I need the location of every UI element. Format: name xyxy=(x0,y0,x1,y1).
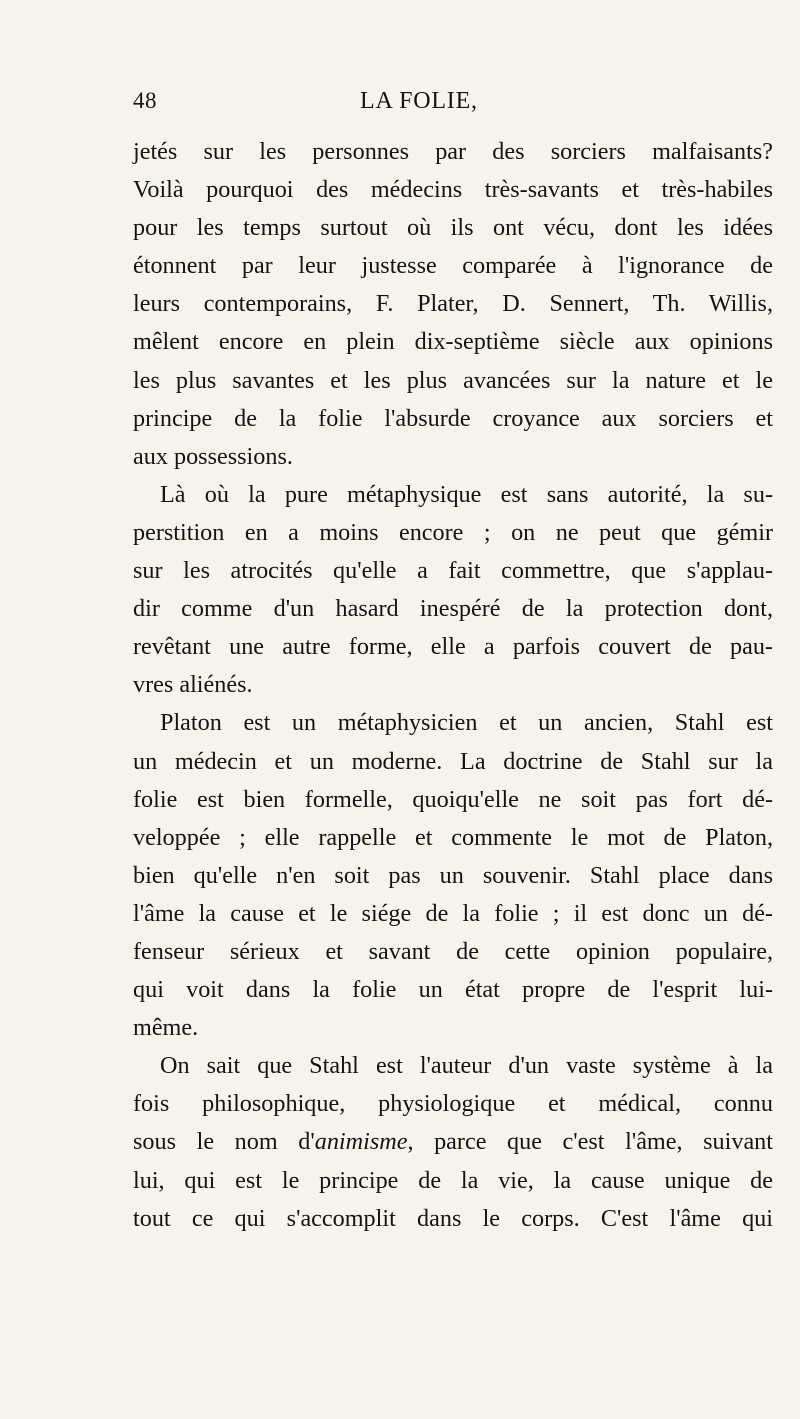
text-line: revêtant une autre forme, elle a parfois couvert de pau- xyxy=(133,633,773,661)
text-line: fois philosophique, physiologique et médical, connu xyxy=(133,1090,773,1118)
text-line: vres aliénés. xyxy=(133,671,253,699)
italic-term: animisme xyxy=(314,1128,408,1156)
text-line: étonnent par leur justesse comparée à l'ignorance de xyxy=(133,252,773,280)
text-line: les plus savantes et les plus avancées sur la nature et le xyxy=(133,366,773,394)
text-line: fenseur sérieux et savant de cette opinion populaire, xyxy=(133,937,773,965)
text-line: dir comme d'un hasard inespéré de la protection dont, xyxy=(133,595,773,623)
text-line: lui, qui est le principe de la vie, la cause unique de xyxy=(133,1166,773,1194)
text-line: Là où la pure métaphysique est sans autorité, la su- xyxy=(160,480,773,508)
text-fragment: sous le nom d' xyxy=(133,1128,315,1156)
page-number: 48 xyxy=(133,88,157,113)
text-fragment: , parce que c'est l'âme, suivant xyxy=(407,1128,773,1156)
text-line: sur les atrocités qu'elle a fait commettre, que s'applau- xyxy=(133,557,773,585)
running-title: LA FOLIE, xyxy=(360,88,478,114)
text-line: qui voit dans la folie un état propre de l'esprit lui- xyxy=(133,976,773,1004)
text-line: Platon est un métaphysicien et un ancien, Stahl est xyxy=(160,709,773,737)
text-line: même. xyxy=(133,1014,199,1042)
text-line: tout ce qui s'accomplit dans le corps. C'est l'âme qui xyxy=(133,1204,773,1232)
text-line: principe de la folie l'absurde croyance aux sorciers et xyxy=(133,404,773,432)
text-line: jetés sur les personnes par des sorciers malfaisants? xyxy=(133,138,773,165)
text-line: veloppée ; elle rappelle et commente le mot de Platon, xyxy=(133,823,773,851)
text-line: bien qu'elle n'en soit pas un souvenir. Stahl place dans xyxy=(133,861,773,889)
page-header xyxy=(133,88,773,118)
text-line: pour les temps surtout où ils ont vécu, dont les idées xyxy=(133,214,773,242)
text-line-mixed xyxy=(133,1123,773,1161)
text-line: aux possessions. xyxy=(133,442,293,470)
text-line: mêlent encore en plein dix-septième siècle aux opinions xyxy=(133,328,773,356)
text-line: un médecin et un moderne. La doctrine de Stahl sur la xyxy=(133,747,773,775)
text-line: Voilà pourquoi des médecins très-savants et très-habiles xyxy=(133,176,773,204)
text-line: perstition en a moins encore ; on ne peut que gémir xyxy=(133,518,773,546)
text-line: leurs contemporains, F. Plater, D. Sennert, Th. Willis, xyxy=(133,290,773,318)
text-line: folie est bien formelle, quoiqu'elle ne soit pas fort dé- xyxy=(133,785,773,813)
text-line: On sait que Stahl est l'auteur d'un vaste système à la xyxy=(160,1052,773,1080)
text-line: l'âme la cause et le siége de la folie ; il est donc un dé- xyxy=(133,899,773,927)
body-text xyxy=(133,133,773,1238)
